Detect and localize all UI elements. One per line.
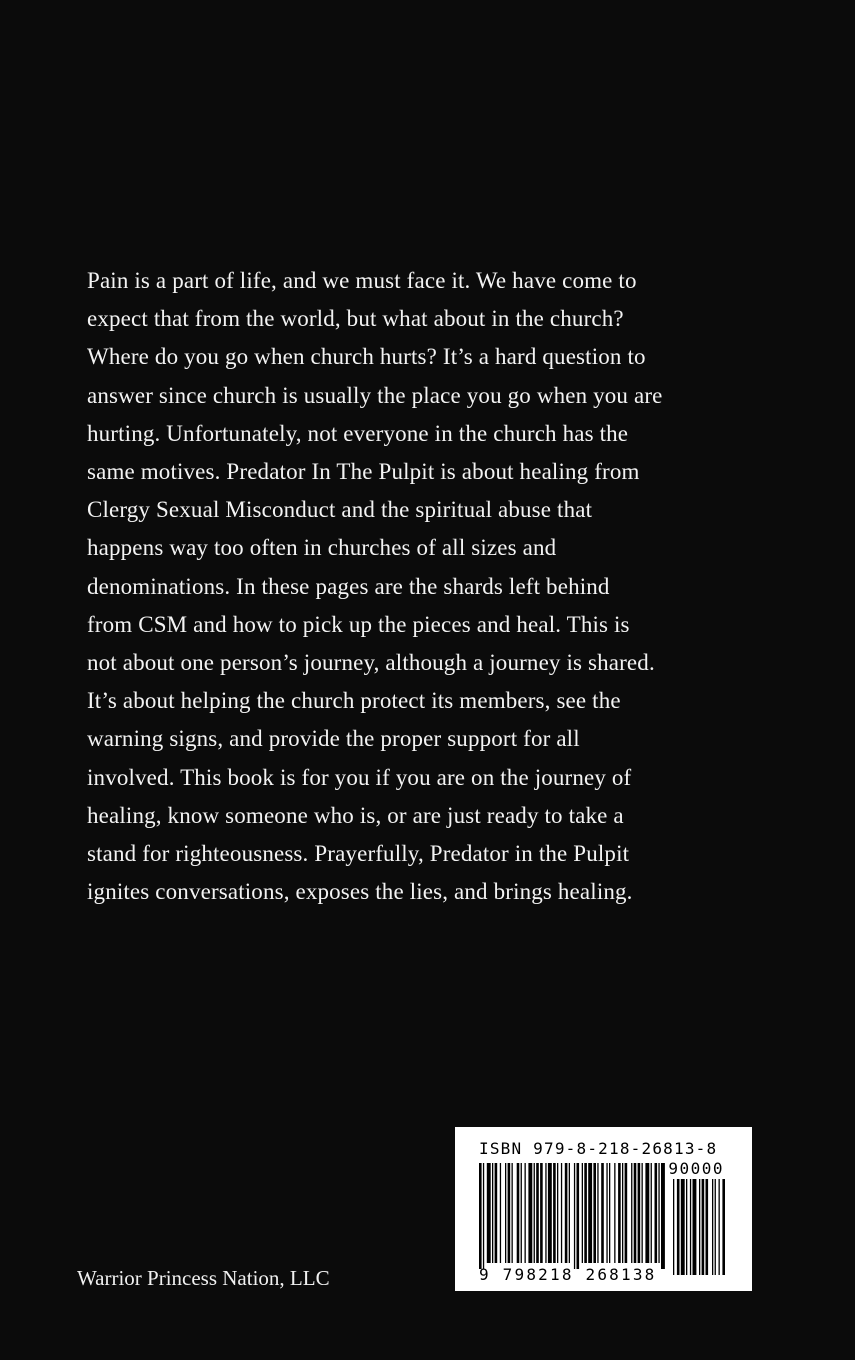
price-code: 90000: [668, 1159, 724, 1178]
isbn-label: ISBN 979-8-218-26813-8: [479, 1139, 718, 1158]
description-line: involved. This book is for you if you are on the journey of: [87, 764, 632, 790]
description-line: Clergy Sexual Misconduct and the spiritual abuse that: [87, 497, 593, 523]
description-line: ignites conversations, exposes the lies, and brings healing.: [87, 879, 633, 905]
description-line: hurting. Unfortunately, not everyone in the church has the: [87, 420, 629, 446]
description-line: answer since church is usually the place you go when you are: [87, 382, 663, 408]
description-line: stand for righteousness. Prayerfully, Predator in the Pulpit: [87, 841, 630, 867]
description-line: It’s about helping the church protect its members, see the: [87, 688, 621, 714]
description-line: from CSM and how to pick up the pieces and heal. This is: [87, 611, 630, 637]
description-line: denominations. In these pages are the shards left behind: [87, 573, 610, 599]
publisher-name: Warrior Princess Nation, LLC: [77, 1266, 330, 1290]
description-line: expect that from the world, but what about in the church?: [87, 306, 624, 332]
description-line: warning signs, and provide the proper support for all: [87, 726, 580, 752]
description-line: Pain is a part of life, and we must face it. We have come to: [87, 268, 637, 293]
book-description: [87, 262, 787, 911]
description-line: Where do you go when church hurts? It’s a hard question to: [87, 344, 646, 370]
description-line: happens way too often in churches of all sizes and: [87, 535, 557, 561]
barcode-digits: 9 798218 268138: [479, 1265, 657, 1284]
description-line: not about one person’s journey, although a journey is shared.: [87, 650, 655, 676]
isbn-barcode: [455, 1127, 752, 1291]
description-line: healing, know someone who is, or are just ready to take a: [87, 802, 624, 828]
description-line: same motives. Predator In The Pulpit is about healing from: [87, 459, 640, 485]
